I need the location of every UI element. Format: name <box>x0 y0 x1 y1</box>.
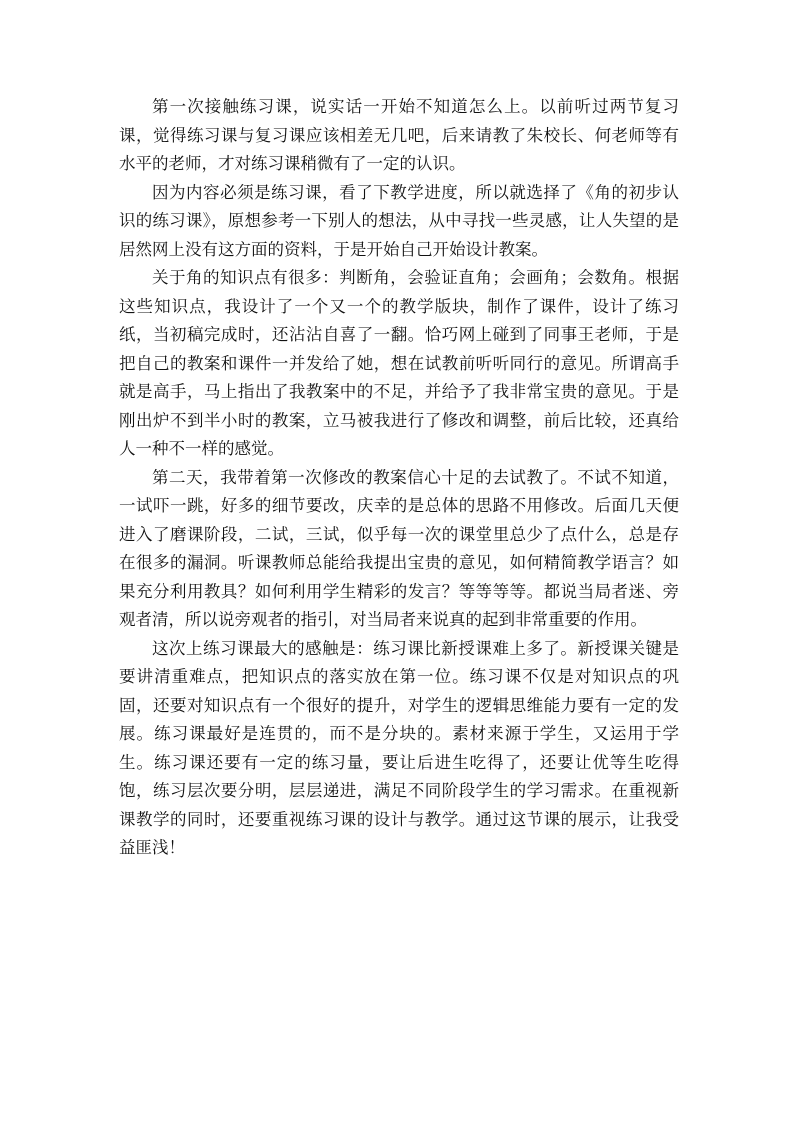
paragraph-5: 这次上练习课最大的感触是：练习课比新授课难上多了。新授课关键是要讲清重难点，把知识点的落实放在第一位。练习课不仅是对知识点的巩固，还要对知识点有一个很好的提升，对学生的逻辑思维能力要有一定的发展。练习课最好是连贯的，而不是分块的。素材来源于学生，又运用于学生。练习课还要有一定的练习量，要让后进生吃得了，还要让优等生吃得饱，练习层次要分明，层层递进，满足不同阶段学生的学习需求。在重视新课教学的同时，还要重视练习课的设计与教学。通过这节课的展示，让我受益匪浅！ <box>119 638 679 857</box>
paragraph-1: 第一次接触练习课，说实话一开始不知道怎么上。以前听过两节复习课，觉得练习课与复习课应该相差无几吧，后来请教了朱校长、何老师等有水平的老师，才对练习课稍微有了一定的认识。 <box>119 97 679 173</box>
document-body <box>119 93 679 863</box>
paragraph-4: 第二天，我带着第一次修改的教案信心十足的去试教了。不试不知道，一试吓一跳，好多的细节要改，庆幸的是总体的思路不用修改。后面几天便进入了磨课阶段，二试，三试，似乎每一次的课堂里总少了点什么，总是存在很多的漏洞。听课教师总能给我提出宝贵的意见，如何精简教学语言？如果充分利用教具？如何利用学生精彩的发言？等等等等。都说当局者迷、旁观者清，所以说旁观者的指引，对当局者来说真的起到非常重要的作用。 <box>119 467 679 629</box>
paragraph-3: 关于角的知识点有很多：判断角，会验证直角；会画角；会数角。根据这些知识点，我设计了一个又一个的教学版块，制作了课件，设计了练习纸，当初稿完成时，还沾沾自喜了一翻。恰巧网上碰到了同事王老师，于是把自己的教案和课件一并发给了她，想在试教前听听同行的意见。所谓高手就是高手，马上指出了我教案中的不足，并给予了我非常宝贵的意见。于是刚出炉不到半小时的教案，立马被我进行了修改和调整，前后比较，还真给人一种不一样的感觉。 <box>119 268 679 458</box>
paragraph-2: 因为内容必须是练习课，看了下教学进度，所以就选择了《角的初步认识的练习课》，原想参考一下别人的想法，从中寻找一些灵感，让人失望的是居然网上没有这方面的资料，于是开始自己开始设计教案。 <box>119 182 679 259</box>
